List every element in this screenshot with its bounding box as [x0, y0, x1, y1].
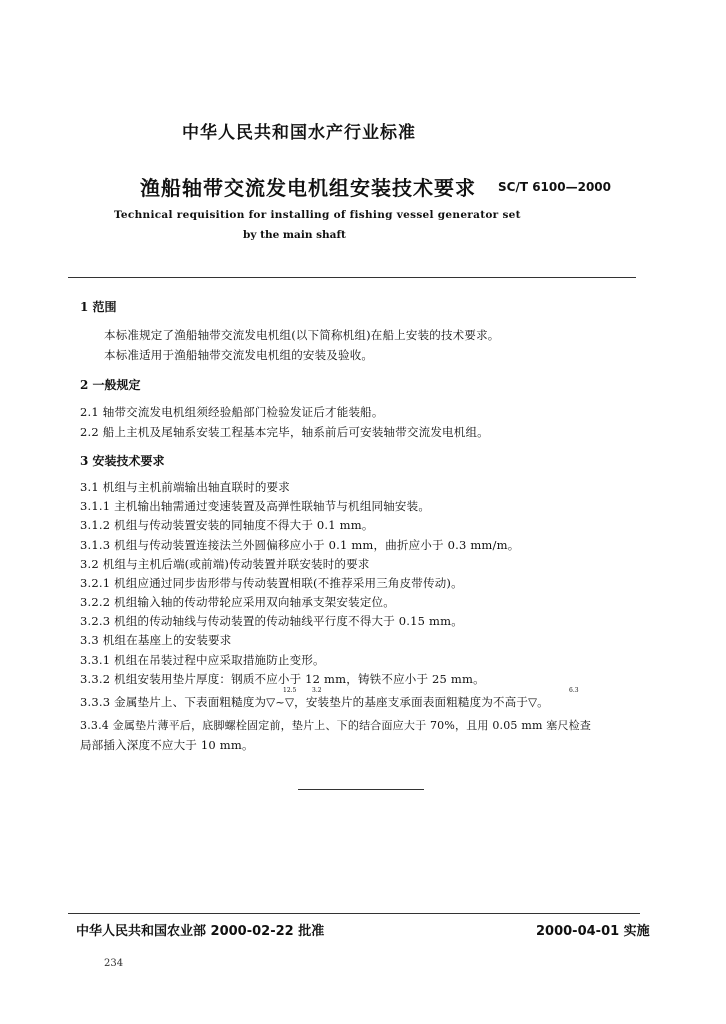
clause-3-3-3: 3.3.3 金属垫片上、下表面粗糙度为▽~▽，安装垫片的基座支承面表面粗糙度为不高于▽。	[80, 695, 549, 709]
clause-3-3-1: 3.3.1 机组在吊装过程中应采取措施防止变形。	[80, 653, 325, 667]
clause-3-2-2: 3.2.2 机组输入轴的传动带轮应采用双向轴承支架安装定位。	[80, 595, 395, 609]
clause-3-2: 3.2 机组与主机后端(或前端)传动装置并联安装时的要求	[80, 557, 370, 571]
roughness-value-3: 6.3	[569, 687, 579, 694]
english-title-line1: Technical requisition for installing of fishing vessel generator set	[114, 209, 521, 221]
clause-3-1-2: 3.1.2 机组与传动装置安装的同轴度不得大于 0.1 mm。	[80, 518, 374, 532]
clause-3-1-3: 3.1.3 机组与传动装置连接法兰外圆偏移应小于 0.1 mm，曲折应小于 0.3 mm/m。	[80, 538, 520, 552]
clause-3-3: 3.3 机组在基座上的安装要求	[80, 633, 232, 647]
page-number: 234	[104, 958, 124, 969]
roughness-value-1: 12.5	[283, 687, 297, 694]
roughness-value-2: 3.2	[312, 687, 322, 694]
issuing-organization-header: 中华人民共和国水产行业标准	[182, 123, 416, 143]
standard-code: SC/T 6100—2000	[498, 180, 611, 194]
clause-3-3-4-line1: 3.3.4 金属垫片薄平后，底脚螺栓固定前，垫片上、下的结合面应大于 70%，且用 0.05 mm 塞尺检查	[80, 719, 592, 732]
section-1-paragraph-2: 本标准适用于渔船轴带交流发电机组的安装及验收。	[104, 348, 374, 362]
section-3-heading: 3 安装技术要求	[80, 454, 165, 468]
clause-3-3-2: 3.3.2 机组安装用垫片厚度：钢质不应小于 12 mm，铸铁不应小于 25 mm。	[80, 672, 485, 686]
document-title: 渔船轴带交流发电机组安装技术要求	[140, 176, 476, 200]
implementation-date: 2000-04-01 实施	[536, 924, 650, 939]
clause-2-2: 2.2 船上主机及尾轴系安装工程基本完毕，轴系前后可安装轴带交流发电机组。	[80, 425, 489, 439]
section-2-heading: 2 一般规定	[80, 378, 141, 392]
clause-3-2-3: 3.2.3 机组的传动轴线与传动装置的传动轴线平行度不得大于 0.15 mm。	[80, 614, 463, 628]
clause-2-1: 2.1 轴带交流发电机组须经验船部门检验发证后才能装船。	[80, 405, 384, 419]
english-title-line2: by the main shaft	[243, 229, 346, 241]
header-divider	[68, 277, 636, 278]
clause-3-1-1: 3.1.1 主机输出轴需通过变速装置及高弹性联轴节与机组同轴安装。	[80, 499, 431, 513]
clause-3-2-1: 3.2.1 机组应通过同步齿形带与传动装置相联(不推荐采用三角皮带传动)。	[80, 576, 463, 590]
clause-3-1: 3.1 机组与主机前端输出轴直联时的要求	[80, 480, 290, 494]
section-1-paragraph-1: 本标准规定了渔船轴带交流发电机组(以下简称机组)在船上安装的技术要求。	[104, 328, 500, 342]
footer-divider	[68, 913, 640, 914]
section-1-heading: 1 范围	[80, 300, 117, 314]
end-of-standard-rule	[298, 789, 424, 790]
approval-line: 中华人民共和国农业部 2000-02-22 批准	[76, 924, 325, 939]
clause-3-3-4-line2: 局部插入深度不应大于 10 mm。	[80, 738, 254, 752]
